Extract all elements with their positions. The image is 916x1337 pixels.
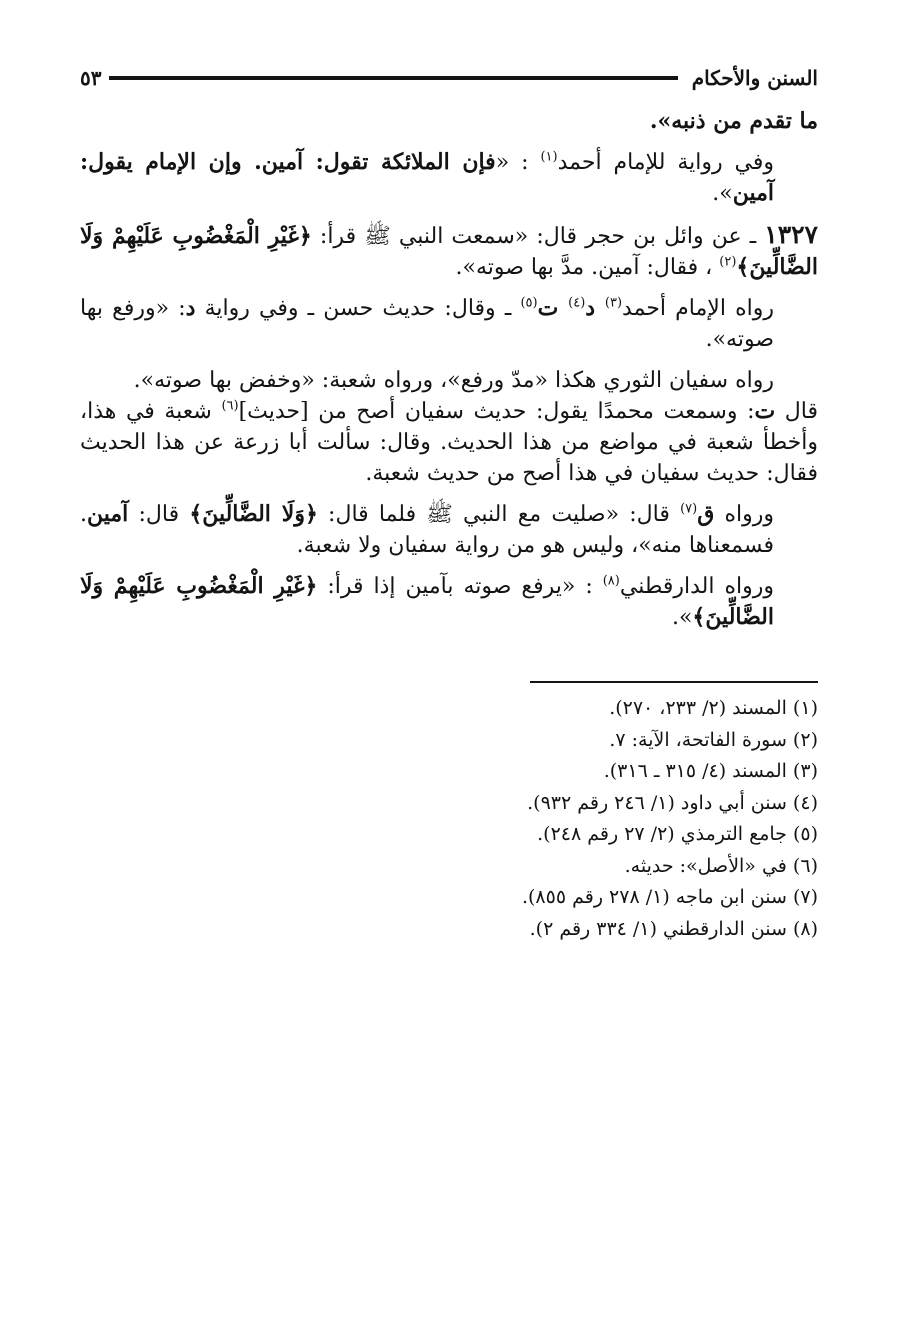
- text: ».: [671, 605, 693, 630]
- footnote-3: (٣) المسند (٤/ ٣١٥ ـ ٣١٦).: [603, 760, 818, 782]
- paragraph-tirmidhi-comment: [80, 396, 818, 489]
- text: وفي رواية للإمام أحمد: [557, 150, 775, 175]
- hadith-text: ـ عن وائل بن حجر قال: «سمعت النبي ﷺ قرأ:: [311, 224, 765, 249]
- text: قال: [775, 399, 818, 424]
- paragraph-sufyan: [80, 365, 818, 396]
- source-code-dawud: د: [185, 295, 196, 321]
- text: رواه الإمام أحمد: [622, 296, 774, 321]
- footnote-ref-7[interactable]: (٧): [680, 501, 698, 517]
- footnotes: [80, 693, 818, 945]
- text: ـ وقال: حديث حسن ـ وفي رواية: [195, 296, 521, 321]
- text: شعبة في هذا، وأخطأ شعبة في مواضع من هذا الحديث. وقال: سألت أبا زرعة عن هذا الحديث فقال: حديث سفيان في هذا أصح من حديث شعبة.: [80, 399, 818, 486]
- footnote-ref-1[interactable]: (١): [540, 149, 558, 165]
- text: ورواه الدارقطني: [619, 574, 774, 599]
- paragraph-ibn-majah: [80, 499, 818, 561]
- quran-verse: ﴿غَيْرِ الْمَغْضُوبِ عَلَيْهِمْ وَلَا الضَّالِّينَ﴾: [80, 573, 774, 630]
- page-number: ٥٣: [80, 66, 102, 90]
- source-code-dawud: د: [585, 295, 605, 321]
- footnote-ref-5[interactable]: (٥): [520, 295, 538, 311]
- footnote-1: (١) المسند (٢/ ٢٣٣، ٢٧٠).: [609, 697, 818, 719]
- quran-verse: ﴿وَلَا الضَّالِّينَ﴾: [189, 501, 318, 527]
- quran-verse: ﴿غَيْرِ الْمَغْضُوبِ عَلَيْهِمْ وَلَا الضَّالِّينَ﴾: [80, 223, 818, 280]
- footnote-7: (٧) سنن ابن ماجه (١/ ٢٧٨ رقم ٨٥٥).: [521, 886, 818, 908]
- footnote-ref-2[interactable]: (٢): [719, 254, 737, 270]
- footnote-ref-3[interactable]: (٣): [604, 295, 623, 311]
- paragraph-sources: [80, 293, 818, 355]
- running-title: السنن والأحكام: [691, 66, 818, 90]
- footnote-6: (٦) في «الأصل»: حديثه.: [624, 854, 818, 877]
- footnote-separator: [530, 681, 818, 683]
- running-header: [80, 58, 818, 98]
- paragraph-continuation: [80, 106, 818, 137]
- footnote-ref-8[interactable]: (٨): [602, 573, 620, 589]
- footnote-4: (٤) سنن أبي داود (١/ ٢٤٦ رقم ٩٣٢).: [527, 791, 818, 814]
- text: : وسمعت محمدًا يقول: حديث سفيان أصح من [حديث]: [238, 399, 755, 424]
- text: : «يرفع صوته بآمين إذا قرأ:: [317, 574, 603, 599]
- source-code-tirmidhi: ت: [537, 295, 569, 321]
- text: قال:: [128, 502, 190, 527]
- text: . فسمعناها منه»، وليس هو من رواية سفيان ولا شعبة.: [80, 502, 774, 558]
- paragraph-daraqutni: [80, 571, 818, 633]
- text: رواه سفيان الثوري هكذا «مدّ ورفع»، ورواه شعبة: «وخفض بها صوته».: [133, 368, 774, 393]
- footnote-8: (٨) سنن الدارقطني (١/ ٣٣٤ رقم ٢).: [529, 917, 818, 940]
- source-code-ibn-majah: ق: [697, 501, 715, 527]
- continuation-text: ما تقدم من ذنبه».: [649, 108, 818, 134]
- footnote-ref-4[interactable]: (٤): [568, 295, 586, 311]
- hadith-1327: [80, 219, 818, 283]
- bold-amen: آمين: [87, 501, 129, 527]
- book-page: [80, 58, 818, 945]
- text: : «: [495, 150, 541, 175]
- source-code-tirmidhi: ت: [754, 398, 776, 424]
- text: قال: «صليت مع النبي ﷺ فلما قال:: [317, 502, 681, 527]
- hadith-text: ، فقال: آمين. مدَّ بها صوته».: [455, 255, 720, 280]
- text: ».: [712, 181, 733, 206]
- footnote-5: (٥) جامع الترمذي (٢/ ٢٧ رقم ٢٤٨).: [537, 823, 818, 845]
- footnote-2: (٢) سورة الفاتحة، الآية: ٧.: [609, 728, 818, 751]
- hadith-number: ١٣٢٧: [764, 220, 818, 249]
- paragraph-ahmad-narration: [80, 147, 818, 209]
- quoted-bold-text: فإن الملائكة تقول: آمين. وإن الإمام يقول: آمين: [80, 149, 774, 206]
- text: ورواه: [714, 502, 775, 527]
- footnote-ref-6[interactable]: (٦): [221, 398, 239, 414]
- header-rule: [109, 76, 677, 80]
- text: : «ورفع بها صوته».: [80, 296, 774, 352]
